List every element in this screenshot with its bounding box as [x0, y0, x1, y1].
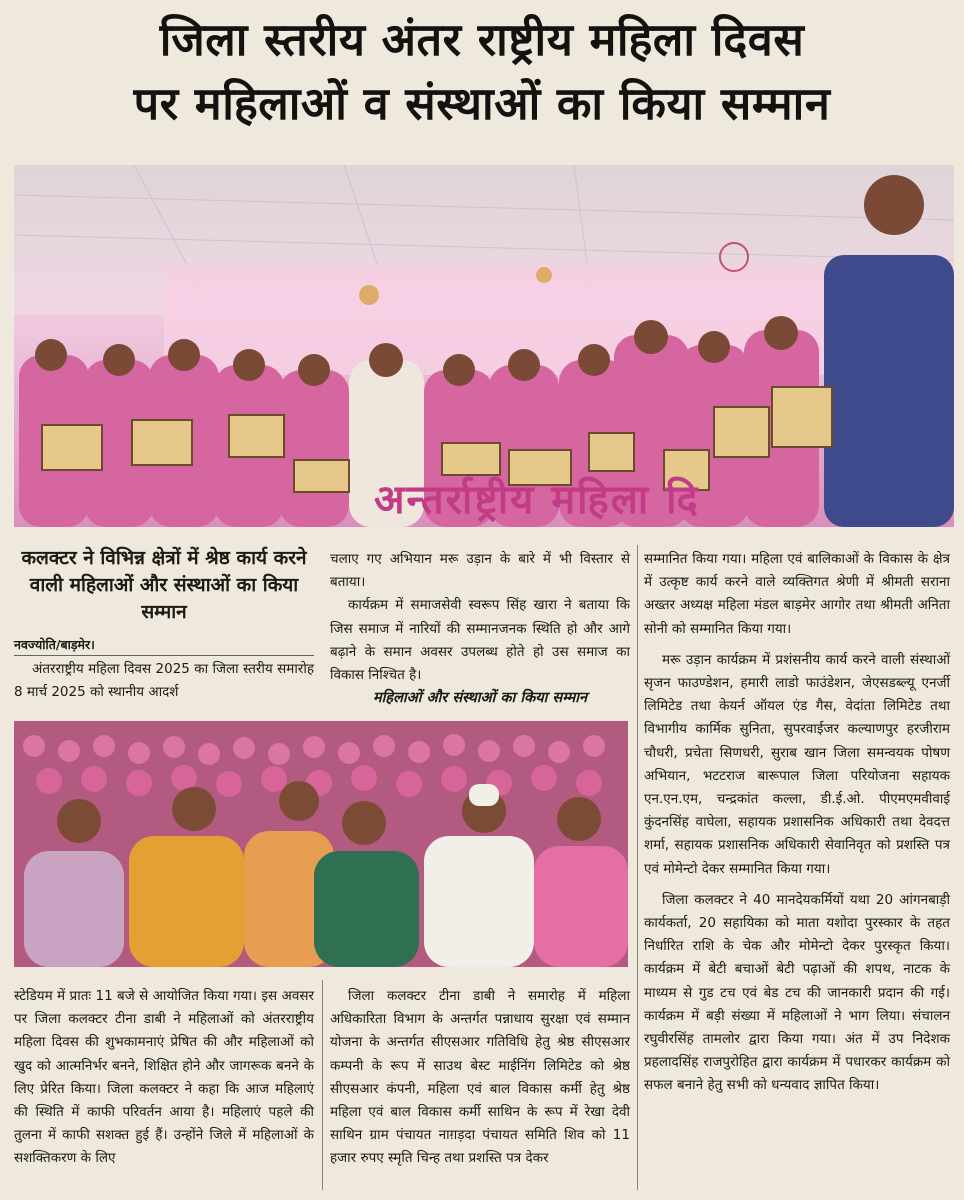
byline: नवज्योति/बाड़मेर। — [14, 637, 95, 652]
column-2-top — [330, 548, 630, 710]
column-3-paragraph-1: सम्मानित किया गया। महिला एवं बालिकाओं के विकास के क्षेत्र में उत्कृष्ट कार्य करने वाले व्यक्तिगत श्रेणी में श्रीमती सराना अख्तर अध्यक्ष महिला मंडल बाड़मेर आगोर तथा श्रीमती अनिता सोनी को सम्मानित किया गया। — [644, 551, 950, 637]
photo-audience — [14, 721, 628, 967]
column-divider-2 — [637, 545, 638, 1190]
column-1-top — [14, 658, 314, 704]
column-2-paragraph-1: चलाए गए अभियान मरू उड़ान के बारे में भी विस्तार से बताया। — [330, 551, 630, 591]
headline-line-2: पर महिलाओं व संस्थाओं का किया सम्मान — [133, 77, 831, 130]
column-1-top-text: अंतरराष्ट्रीय महिला दिवस 2025 का जिला स्तरीय समारोह 8 मार्च 2025 को स्थानीय आदर्श — [14, 661, 314, 701]
column-2-paragraph-2: कार्यक्रम में समाजसेवी स्वरूप सिंह खारा ने बताया कि जिस समाज में नारियों की सम्मानजनक स्थिति हो और आगे बढ़ाने के समान अवसर उपलब्ध होते हो उस समाज का विकास निश्चित है। — [330, 597, 630, 684]
crosshead: महिलाओं और संस्थाओं का किया सम्मान — [372, 690, 588, 707]
headline-line-1: जिला स्तरीय अंतर राष्ट्रीय महिला दिवस — [159, 13, 805, 66]
column-1-bottom-text: स्टेडियम में प्रातः 11 बजे से आयोजित किया गया। इस अवसर पर जिला कलक्टर टीना डाबी ने महिलाओं को अंतरराष्ट्रीय महिला दिवस की शुभकामनाएं प्रेषित की और महिलाओं को खुद को आत्मनिर्भर बनने, शिक्षित होने और जागरूक बनने के लिए प्रेरित किया। जिला कलक्टर ने कहा कि आज महिलाएं की स्थिति में काफी परिवर्तन आया है। महिलाएं पहले की तुलना में काफी सशक्त हुई हैं। उन्होंने जिले में महिलाओं के सशक्तिकरण के लिए — [14, 988, 314, 1167]
photo-banner-text: अन्तर्राष्ट्रीय महिला दि — [374, 477, 700, 523]
subheadline: कलक्टर ने विभिन्न क्षेत्रों में श्रेष्ठ कार्य करने वाली महिलाओं और संस्थाओं का किया सम्मान — [21, 547, 307, 623]
column-divider-1 — [322, 980, 323, 1190]
byline-rule — [14, 655, 314, 656]
column-2-bottom — [330, 985, 630, 1171]
column-3-paragraph-2: मरू उड़ान कार्यक्रम में प्रशंसनीय कार्य करने वाली संस्थाओं सृजन फाउण्डेशन, हमारी लाडो फाउंडेशन, जेएसडब्ल्यू एनर्जी लिमिटेड तथा केयर्न ऑयल एंड गैस, वेदांता लिमिटेड तथा विभागीय कार्मिक सुनिता, सुपरवाईजर कल्याणपुर हरजीराम चौधरी, प्रचेता सिणधरी, सुराब खान जिला समन्वयक पोषण अभियान, भटटराज बारूपाल जिला परियोजना सहायक एन.एन.एम, चन्द्रकांत कल्ला, डी.ई.ओ. पीएमएमवीवाई कुंदनसिंह वाघेला, सहायक प्रशासनिक अधिकारी तथा देवदत्त शर्मा, सहायक प्रशासनिक अधिकारी सेवानिवृत को प्रशस्ति पत्र एवं मोमेन्टो देकर सम्मानित किया गया। — [644, 651, 950, 877]
column-3-paragraph-3: जिला कलक्टर ने 40 मानदेयकर्मियों यथा 20 आंगनबाड़ी कार्यकर्ता, 20 सहायिका को माता यशोदा पुरस्कार के तहत निर्धारित राशि के चेक और मोमेन्टो देकर पुरस्कृत किया। कार्यक्रम में बेटी बचाओं बेटी पढ़ाओं की शपथ, नाटक के माध्यम से गुड टच एवं बेड टच की जानकारी प्रदान की गई। कार्यक्रम में बड़ी संख्या में महिलाओं ने भाग लिया। संचालन रघुवीरसिंह तामलोर द्वारा किया गया। अंत में उप निदेशक प्रहलादसिंह राजपुरोहित द्वारा कार्यक्रम में पधारकर कार्यक्रम को सफल बनाने हेतु सभी को धन्यवाद ज्ञापित किया। — [644, 891, 950, 1094]
headline — [0, 8, 964, 136]
column-1-bottom — [14, 985, 314, 1171]
photo-award-ceremony — [14, 165, 954, 527]
column-2-bottom-text: जिला कलक्टर टीना डाबी ने समारोह में महिला अधिकारिता विभाग के अन्तर्गत पन्नाधाय सुरक्षा एवं सम्मान योजना के अन्तर्गत सीएसआर गतिविधि हेतु श्रेष्ठ सीएसआर कम्पनी के रूप में साउथ बेस्ट माईनिंग लिमिटेड को श्रेष्ठ सीएसआर कंपनी, महिला एवं बाल विकास कर्मी हेतु श्रेष्ठ महिला एवं बाल विकास कर्मी साथिन के रूप में रेखा देवी साथिन ग्राम पंचायत नाग़ड़दा पंचायत समिति शिव को 11 हजार रुपए स्मृति चिन्ह तथा प्रशस्ति पत्र देकर — [330, 988, 630, 1167]
column-3 — [644, 548, 950, 1098]
photo-audience-art — [14, 721, 628, 967]
